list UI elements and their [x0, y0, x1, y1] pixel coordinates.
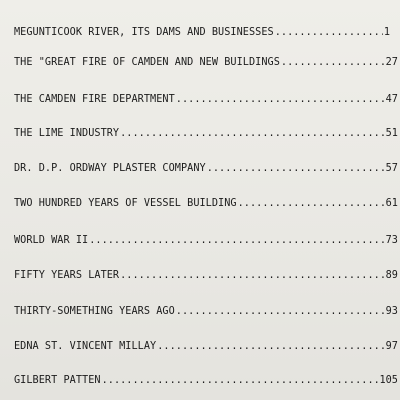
toc-entry-page: 57: [385, 163, 398, 174]
toc-entry-page: 61: [385, 198, 398, 209]
toc-entry-title: THE "GREAT FIRE OF CAMDEN AND NEW BUILDINGS: [14, 57, 280, 68]
toc-entry: [14, 233, 398, 249]
dot-leader: [275, 25, 383, 41]
toc-entry-page: 93: [385, 306, 398, 317]
toc-entry-page: 1: [383, 27, 390, 38]
dot-leader: [238, 196, 385, 212]
toc-entry: [14, 196, 398, 212]
dot-leader: [120, 268, 385, 284]
toc-line: [14, 25, 390, 41]
toc-entry: [14, 126, 398, 142]
toc-entry-title: GILBERT PATTEN: [14, 375, 101, 386]
dot-leader: [120, 126, 385, 142]
toc-entry: [14, 373, 398, 389]
toc-entry: [14, 92, 398, 108]
dot-leader: [176, 304, 385, 320]
toc-entry-page: 105: [379, 375, 398, 386]
toc-line: [14, 233, 398, 249]
dot-leader: [157, 339, 384, 355]
toc-line: [14, 126, 398, 142]
toc-entry-title: MEGUNTICOOK RIVER, ITS DAMS AND BUSINESSES: [14, 27, 274, 38]
toc-entry: [14, 55, 398, 71]
toc-entry-page: 73: [385, 235, 398, 246]
toc-entry: [14, 268, 398, 284]
toc-line: [14, 339, 398, 355]
dot-leader: [89, 233, 384, 249]
toc-entry-page: 51: [385, 128, 398, 139]
toc-line: [14, 161, 398, 177]
toc-entry: [14, 161, 398, 177]
toc-entry: [14, 25, 390, 41]
dot-leader: [176, 92, 385, 108]
toc-entry-title: THE CAMDEN FIRE DEPARTMENT: [14, 94, 175, 105]
toc-entry-title: EDNA ST. VINCENT MILLAY: [14, 341, 157, 352]
toc-entry: [14, 304, 398, 320]
toc-entry-title: FIFTY YEARS LATER: [14, 270, 120, 281]
toc-entry: [14, 339, 398, 355]
dot-leader: [281, 55, 385, 71]
toc-entry-title: TWO HUNDRED YEARS OF VESSEL BUILDING: [14, 198, 237, 209]
toc-line: [14, 304, 398, 320]
dot-leader: [102, 373, 379, 389]
toc-entry-page: 47: [385, 94, 398, 105]
toc-entry-page: 27: [385, 57, 398, 68]
toc-line: [14, 373, 398, 389]
toc-entry-page: 97: [385, 341, 398, 352]
toc-line: [14, 92, 398, 108]
toc-entry-title: DR. D.P. ORDWAY PLASTER COMPANY: [14, 163, 206, 174]
toc-entry-title: THE LIME INDUSTRY: [14, 128, 120, 139]
dot-leader: [207, 161, 385, 177]
toc-entry-title: THIRTY-SOMETHING YEARS AGO: [14, 306, 175, 317]
toc-entry-title: WORLD WAR II: [14, 235, 89, 246]
toc-line: [14, 196, 398, 212]
toc-line: [14, 55, 398, 71]
toc-line: [14, 268, 398, 284]
toc-entry-page: 89: [385, 270, 398, 281]
